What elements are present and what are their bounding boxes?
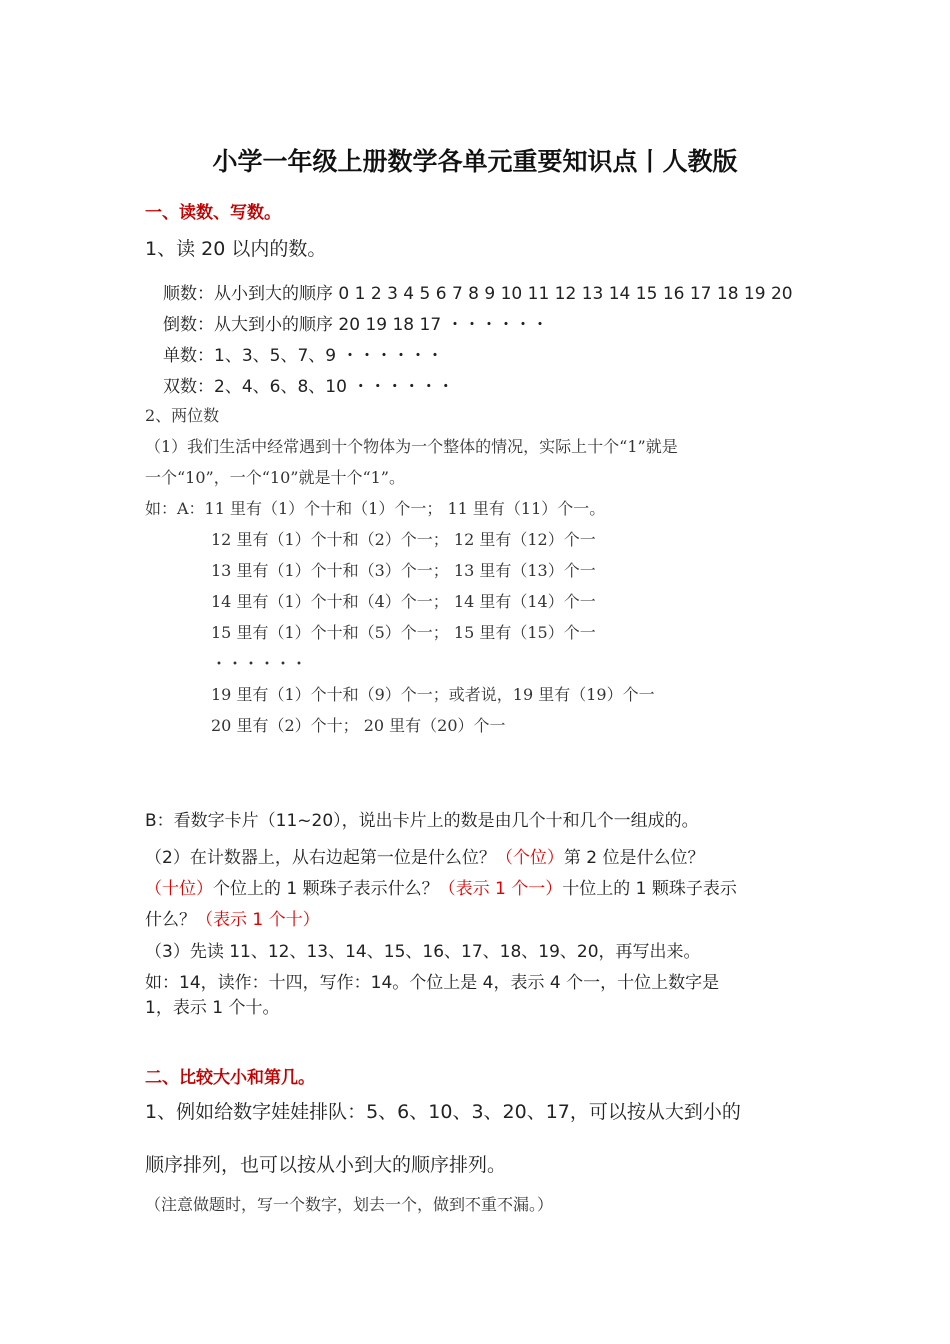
answer-text: （表示 1 个一） xyxy=(438,879,563,899)
paragraph-2-line-3 xyxy=(145,905,320,930)
example-3-line-2: 1，表示 1 个十。 xyxy=(145,998,280,1018)
paragraph-3-line: （3）先读 11、12、13、14、15、16、17、18、19、20，再写出来。 xyxy=(145,942,701,962)
example-a-line: 14 里有（1）个十和（4）个一； 14 里有（14）个一 xyxy=(211,592,596,611)
example-a-line: 12 里有（1）个十和（2）个一； 12 里有（12）个一 xyxy=(211,530,596,549)
paragraph-1-line-1: （1）我们生活中经常遇到十个物体为一个整体的情况，实际上十个“1”就是 xyxy=(145,437,678,456)
answer-text: （十位） xyxy=(145,879,213,899)
example-3-line-1: 如：14，读作：十四，写作：14。个位上是 4，表示 4 个一，十位上数字是 xyxy=(145,973,720,993)
answer-text: （表示 1 个十） xyxy=(196,910,320,930)
section-1-heading: 一、读数、写数。 xyxy=(145,203,281,223)
paragraph-2-line-1 xyxy=(145,843,704,868)
question-text: 什么？ xyxy=(145,910,196,930)
shuangshu-line: 双数：2、4、6、8、10 ・・・・・・ xyxy=(163,377,455,397)
danshu-line: 单数：1、3、5、7、9 ・・・・・・ xyxy=(163,346,444,366)
answer-text: （个位） xyxy=(495,848,564,868)
paragraph-2-line-2 xyxy=(145,874,737,899)
example-a-line: 15 里有（1）个十和（5）个一； 15 里有（15）个一 xyxy=(211,623,596,642)
question-text: 十位上的 1 颗珠子表示 xyxy=(562,879,737,899)
section-2-item-1-line-1: 1、例如给数字娃娃排队：5、6、10、3、20、17，可以按从大到小的 xyxy=(145,1101,741,1123)
section-2-heading: 二、比较大小和第几。 xyxy=(145,1068,315,1088)
example-a-line: 20 里有（2）个十； 20 里有（20）个一 xyxy=(211,716,506,735)
example-a-line: 如：A：11 里有（1）个十和（1）个一； 11 里有（11）个一。 xyxy=(145,499,606,518)
question-text: （2）在计数器上，从右边起第一位是什么位？ xyxy=(145,848,496,868)
page-title: 小学一年级上册数学各单元重要知识点丨人教版 xyxy=(212,147,738,176)
daoshu-line: 倒数：从大到小的顺序 20 19 18 17 ・・・・・・ xyxy=(163,315,549,335)
example-b-line: B：看数字卡片（11~20），说出卡片上的数是由几个十和几个一组成的。 xyxy=(145,811,699,831)
section-2-item-1-line-2: 顺序排列，也可以按从小到大的顺序排列。 xyxy=(145,1154,507,1176)
question-text: 个位上的 1 颗珠子表示什么？ xyxy=(213,879,439,899)
item-1-read-numbers: 1、读 20 以内的数。 xyxy=(145,238,327,260)
paragraph-1-line-2: 一个“10”，一个“10”就是十个“1”。 xyxy=(145,468,405,487)
shunshu-line: 顺数：从小到大的顺序 0 1 2 3 4 5 6 7 8 9 10 11 12 13 14 15 16 17 18 19 20 xyxy=(163,284,793,304)
example-a-line: 19 里有（1）个十和（9）个一；或者说，19 里有（19）个一 xyxy=(211,685,655,704)
item-2-two-digit: 2、两位数 xyxy=(145,406,220,425)
section-2-note: （注意做题时，写一个数字，划去一个，做到不重不漏。） xyxy=(145,1195,554,1214)
example-a-ellipsis: ・・・・・・ xyxy=(211,654,308,673)
example-a-line: 13 里有（1）个十和（3）个一； 13 里有（13）个一 xyxy=(211,561,596,580)
question-text: 第 2 位是什么位？ xyxy=(563,848,705,868)
